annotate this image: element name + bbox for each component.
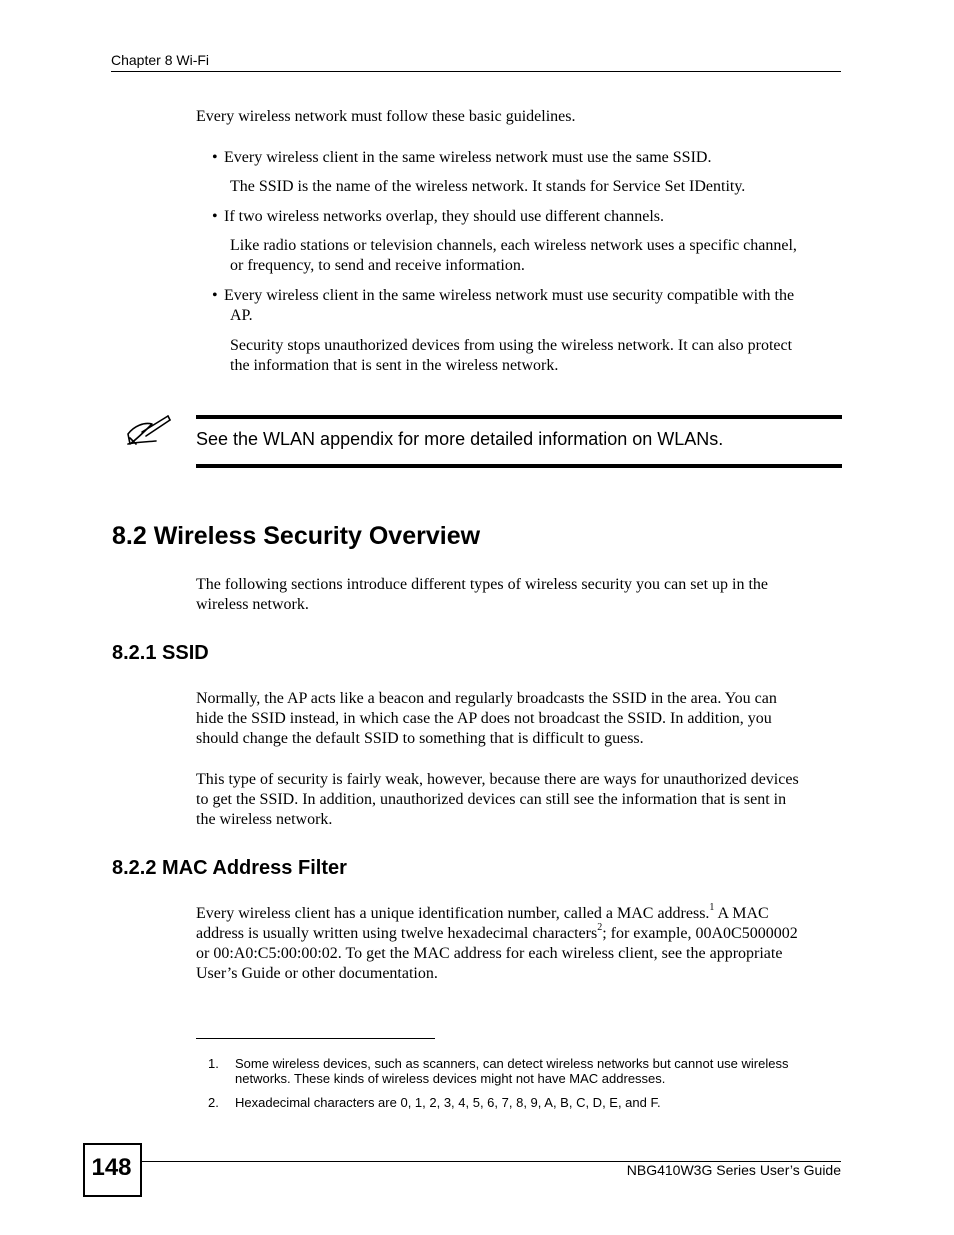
text-line: wireless network.: [196, 596, 309, 613]
guideline-detail-3: [230, 336, 792, 376]
text-span: ; for example, 00A0C5000002: [602, 925, 798, 942]
mac-filter-paragraph: [196, 901, 798, 984]
guide-title: NBG410W3G Series User’s Guide: [626, 1162, 841, 1178]
footnote-number: 1.: [208, 1056, 219, 1071]
running-header: Chapter 8 Wi-Fi: [111, 52, 210, 68]
text-line: or frequency, to send and receive information.: [230, 257, 525, 274]
note-text: See the WLAN appendix for more detailed information on WLANs.: [196, 429, 724, 449]
text-line: [196, 901, 798, 924]
text-span: address is usually written using twelve hexadecimal characters: [196, 925, 598, 942]
text-line: or 00:A0:C5:00:00:02. To get the MAC address for each wireless client, see the appropriate: [196, 945, 783, 962]
note-rule-top: [196, 415, 842, 419]
text-line: networks. These kinds of wireless devices might not have MAC addresses.: [235, 1071, 666, 1086]
guideline-bullet-1: [212, 148, 712, 168]
text-line: should change the default SSID to something that is difficult to guess.: [196, 730, 644, 747]
text-line: the wireless network.: [196, 811, 333, 828]
mac-filter-heading: 8.2.2 MAC Address Filter: [112, 857, 347, 879]
bullet-marker: •: [212, 287, 218, 304]
text-line: the information that is sent in the wireless network.: [230, 357, 559, 374]
text-span: Every wireless client has a unique identification number, called a MAC address.: [196, 905, 710, 922]
text-line: Hexadecimal characters are 0, 1, 2, 3, 4, 5, 6, 7, 8, 9, A, B, C, D, E, and F.: [235, 1095, 661, 1110]
text-line: Like radio stations or television channels, each wireless network uses a specific channel,: [230, 237, 797, 254]
text-line: Normally, the AP acts like a beacon and regularly broadcasts the SSID in the area. You can: [196, 690, 777, 707]
bullet-text: If two wireless networks overlap, they should use different channels.: [224, 208, 665, 225]
footnote-text: [235, 1095, 845, 1110]
text-line: Some wireless devices, such as scanners, can detect wireless networks but cannot use wireless: [235, 1056, 789, 1071]
guideline-detail-2: [230, 236, 797, 276]
text-line: User’s Guide or other documentation.: [196, 965, 438, 982]
section-intro: [196, 575, 768, 615]
footnote-ref-1[interactable]: 1: [709, 901, 715, 913]
note-pen-icon: [124, 414, 174, 450]
text-line: AP.: [230, 307, 253, 324]
header-rule: [111, 71, 841, 72]
guideline-bullet-3: [212, 286, 795, 326]
section-heading: 8.2 Wireless Security Overview: [112, 522, 481, 550]
footnote-number: 2.: [208, 1095, 219, 1110]
ssid-paragraph-1: [196, 689, 777, 749]
text-line: hide the SSID instead, in which case the AP does not broadcast the SSID. In addition, you: [196, 710, 772, 727]
footnote-text: [235, 1056, 845, 1086]
page-number: 148: [91, 1154, 132, 1181]
text-span: A MAC: [714, 905, 769, 922]
text-line: to get the SSID. In addition, unauthorized devices can still see the information that is sent in: [196, 791, 787, 808]
ssid-heading: 8.2.1 SSID: [112, 642, 209, 664]
text-line: [196, 921, 798, 944]
guideline-detail-1: The SSID is the name of the wireless network. It stands for Service Set IDentity.: [230, 178, 746, 195]
bullet-text: Every wireless client in the same wireless network must use the same SSID.: [224, 149, 712, 166]
bullet-marker: •: [212, 149, 218, 166]
text-line: Security stops unauthorized devices from using the wireless network. It can also protect: [230, 337, 793, 354]
note-rule-bottom: [196, 464, 842, 468]
intro-paragraph: Every wireless network must follow these basic guidelines.: [196, 108, 576, 125]
text-line: The following sections introduce different types of wireless security you can set up in the: [196, 576, 768, 593]
bullet-marker: •: [212, 208, 218, 225]
footnote-ref-2[interactable]: 2: [597, 921, 603, 933]
text-line: Every wireless client in the same wireless network must use security compatible with the: [224, 287, 795, 304]
guideline-bullet-2: [212, 207, 665, 227]
text-line: This type of security is fairly weak, however, because there are ways for unauthorized devices: [196, 771, 799, 788]
ssid-paragraph-2: [196, 770, 799, 830]
footnote-rule: [196, 1038, 435, 1039]
